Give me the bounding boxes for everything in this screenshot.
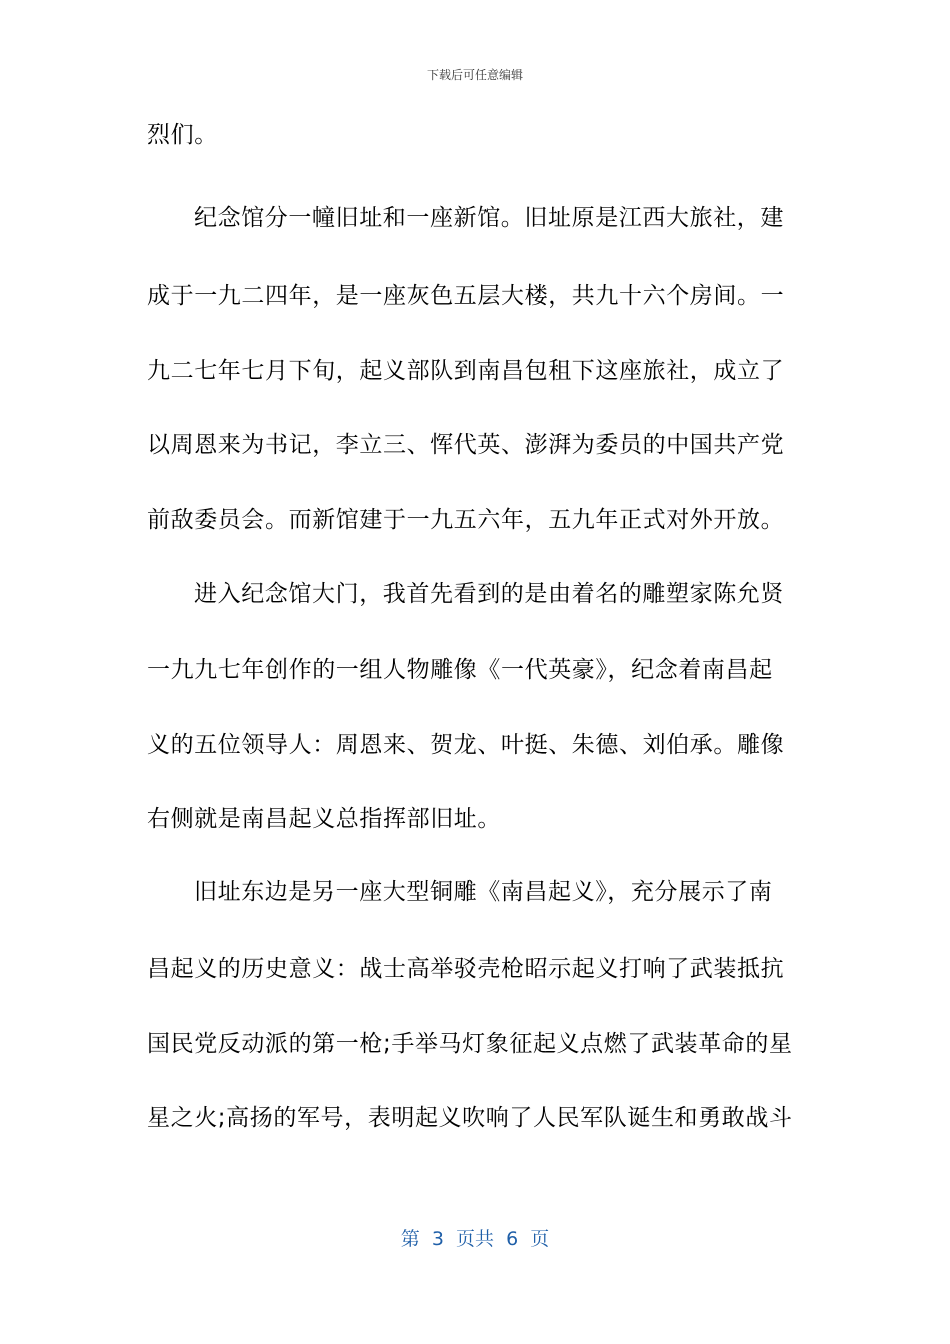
- page-number: 第 3 页共 6 页: [400, 1228, 550, 1250]
- text-line: 九二七年七月下旬，起义部队到南昌包租下这座旅社，成立了: [147, 358, 785, 384]
- text-line: 前敌委员会。而新馆建于一九五六年，五九年正式对外开放。: [147, 507, 785, 533]
- text-line: 一九九七年创作的一组人物雕像《一代英豪》，纪念着南昌起: [147, 657, 773, 683]
- text-line: 昌起义的历史意义：战士高举驳壳枪昭示起义打响了武装抵抗: [147, 956, 785, 982]
- text-line: 以周恩来为书记，李立三、恽代英、澎湃为委员的中国共产党: [147, 432, 785, 458]
- text-line: 义的五位领导人：周恩来、贺龙、叶挺、朱德、刘伯承。雕像: [147, 732, 785, 758]
- text-line: 成于一九二四年，是一座灰色五层大楼，共九十六个房间。一: [147, 283, 785, 309]
- text-line: 进入纪念馆大门，我首先看到的是由着名的雕塑家陈允贤: [194, 581, 784, 607]
- page-header: 下载后可任意编辑: [426, 68, 523, 82]
- text-line: 右侧就是南昌起义总指挥部旧址。: [147, 806, 501, 832]
- text-line: 星之火;高扬的军号，表明起义吹响了人民军队诞生和勇敢战斗: [147, 1105, 793, 1131]
- text-line: 国民党反动派的第一枪;手举马灯象征起义点燃了武装革命的星: [147, 1031, 793, 1057]
- text-line: 旧址东边是另一座大型铜雕《南昌起义》，充分展示了南: [194, 879, 773, 905]
- text-line: 烈们。: [147, 122, 218, 148]
- text-line: 纪念馆分一幢旧址和一座新馆。旧址原是江西大旅社，建: [194, 205, 784, 231]
